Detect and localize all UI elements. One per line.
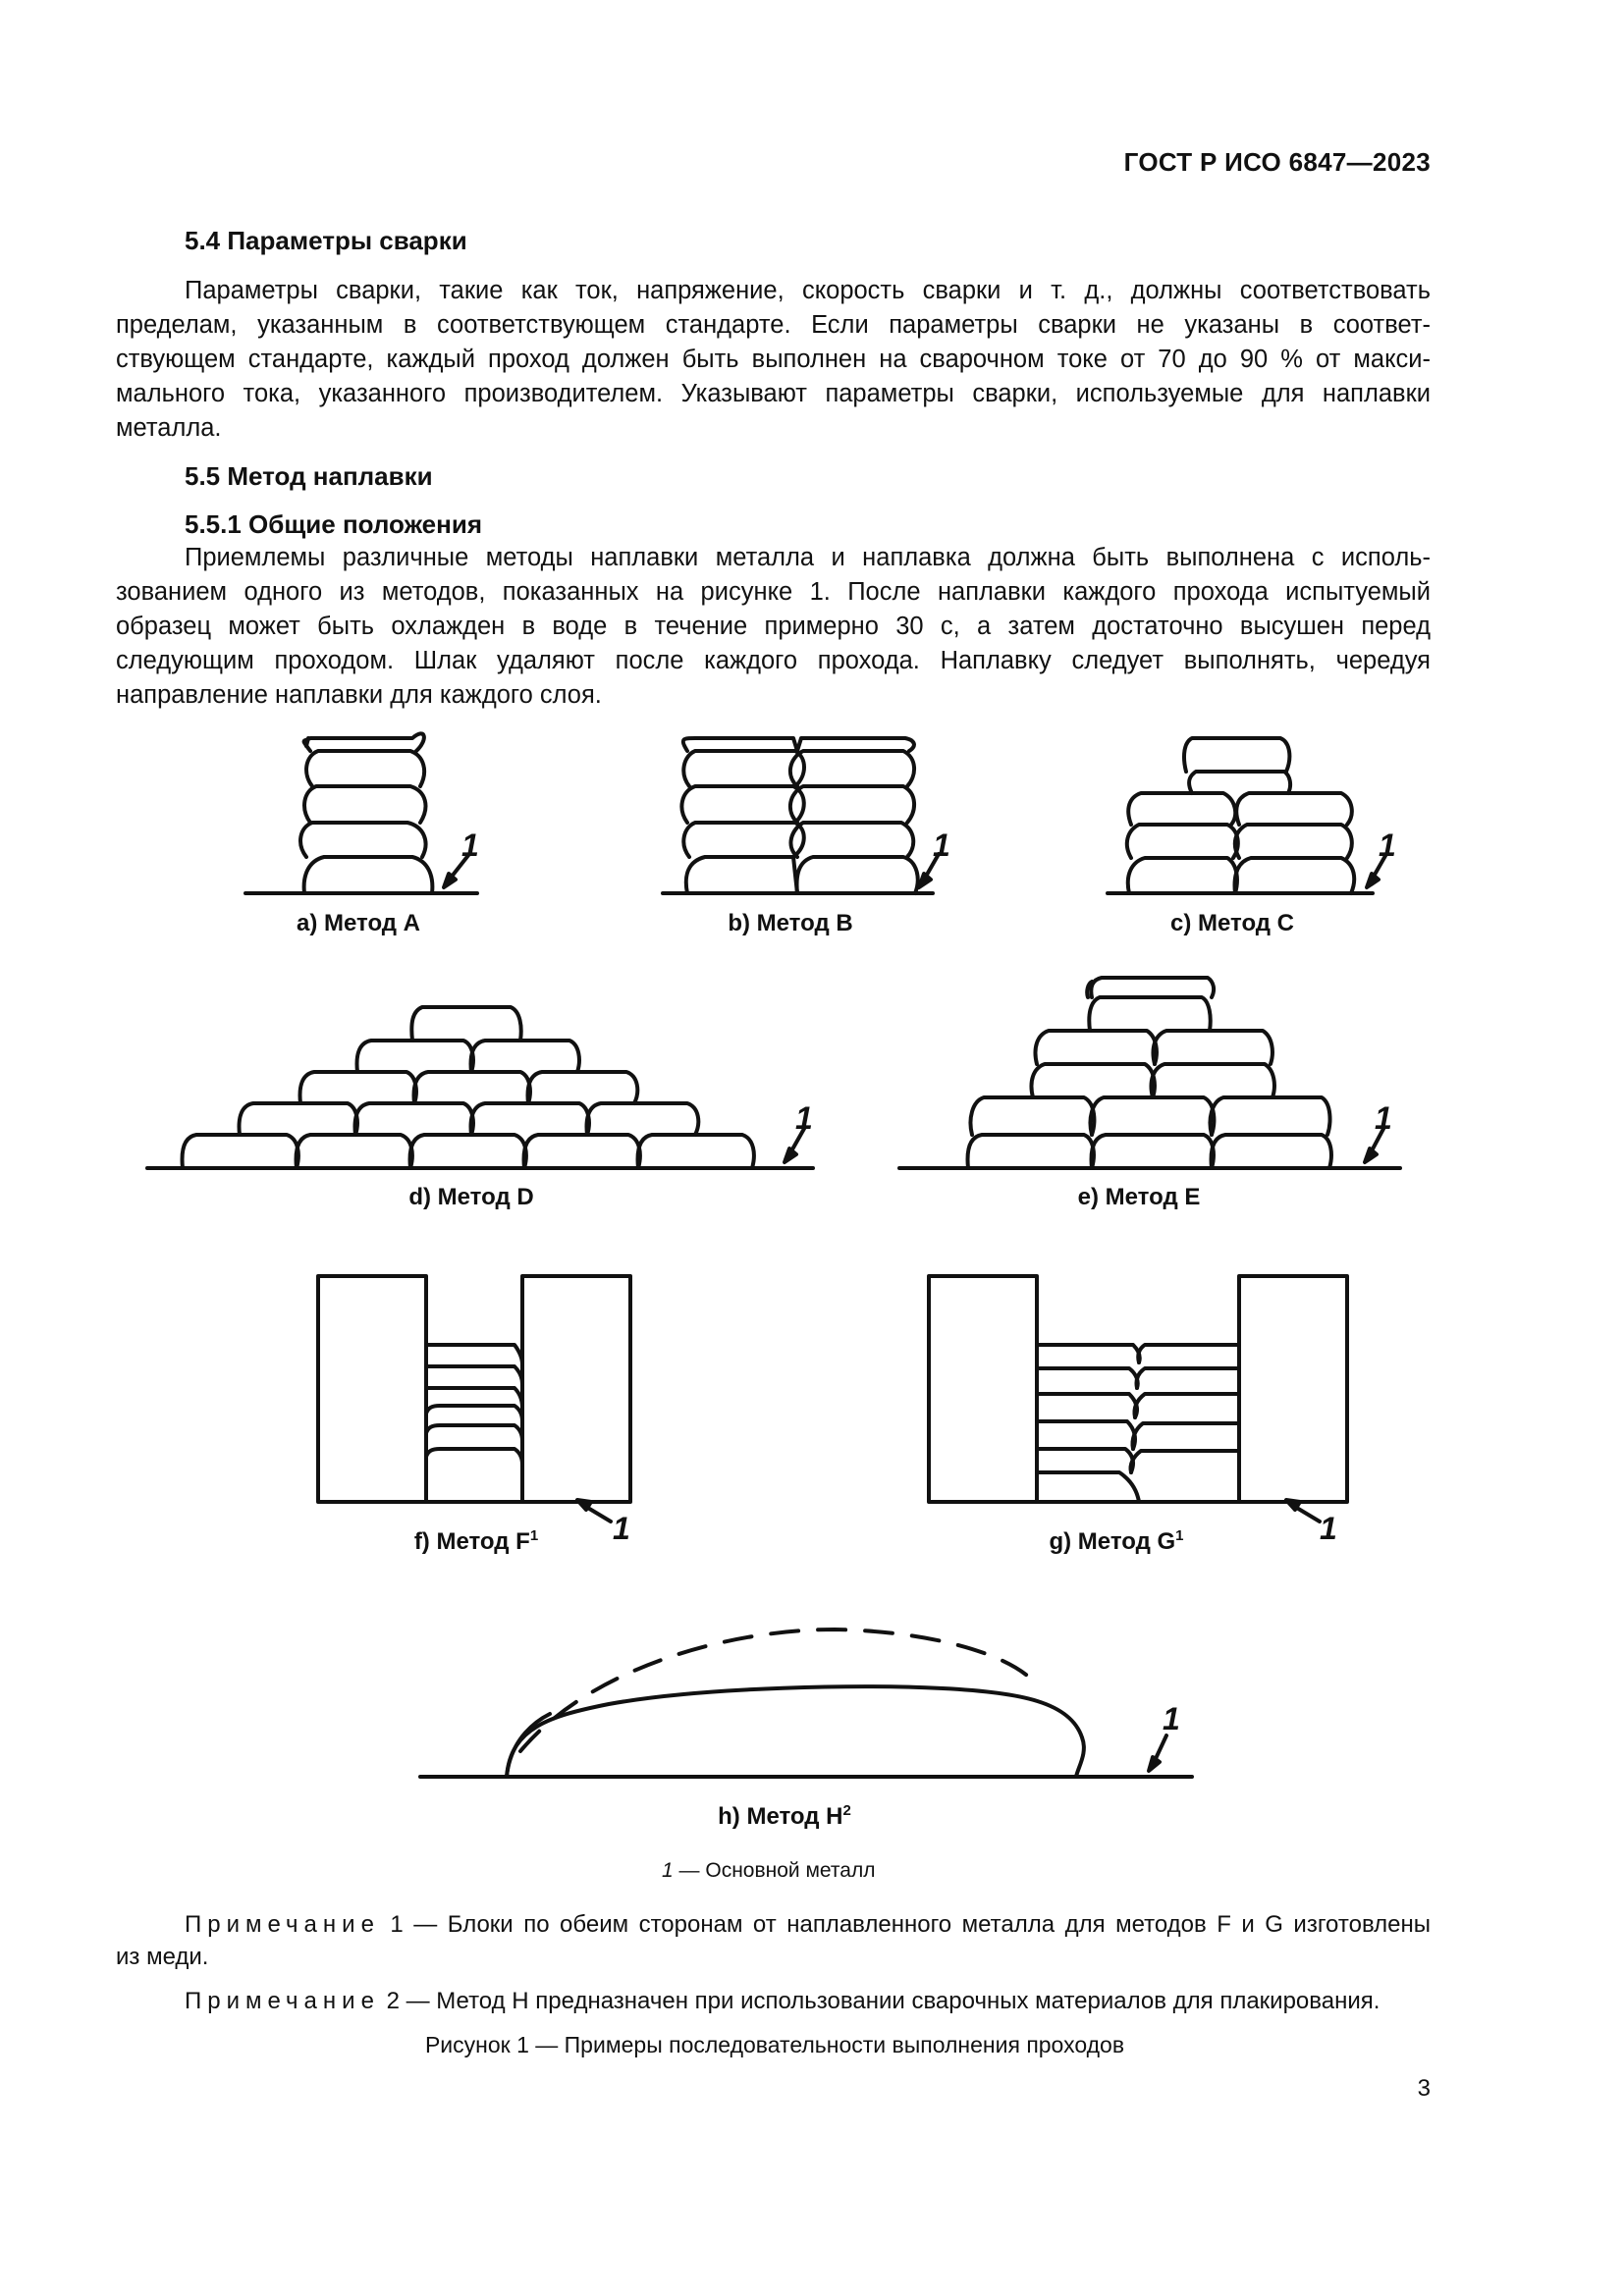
method-d-diagram bbox=[147, 1007, 813, 1168]
method-c-diagram bbox=[1108, 738, 1386, 893]
note-label: Примечание bbox=[185, 1988, 380, 2014]
note-2-text: 2 — Метод H предназначен при использовании сварочных материалов для плакирования. bbox=[379, 1988, 1380, 2014]
paragraph-line: металла. bbox=[116, 414, 222, 442]
caption-method-c: c) Метод C bbox=[1169, 910, 1295, 936]
section-5-5-heading: 5.5 Метод наплавки bbox=[185, 461, 433, 491]
callout-d: 1 bbox=[795, 1100, 813, 1136]
note-1-line bbox=[116, 1908, 1431, 1941]
caption-method-f-text: f) Метод F bbox=[413, 1528, 530, 1555]
callout-c: 1 bbox=[1379, 828, 1396, 863]
section-5-4-heading: 5.4 Параметры сварки bbox=[185, 226, 467, 255]
caption-method-e: e) Метод E bbox=[1077, 1184, 1201, 1210]
caption-method-a: a) Метод A bbox=[296, 910, 421, 936]
paragraph-line: образец может быть охлажден в воде в течение примерно 30 с, а затем достаточно высушен перед bbox=[116, 613, 1431, 640]
caption-method-b: b) Метод B bbox=[728, 910, 853, 936]
caption-method-f bbox=[373, 1527, 579, 1556]
page-number: 3 bbox=[1417, 2075, 1431, 2102]
footnote-ref-1: 1 bbox=[1175, 1527, 1184, 1544]
figure-title: Рисунок 1 — Примеры последовательности выполнения проходов bbox=[424, 2032, 1125, 2057]
method-g-diagram bbox=[929, 1276, 1347, 1522]
footnote-ref-2: 2 bbox=[842, 1802, 851, 1819]
method-e-diagram bbox=[899, 978, 1400, 1168]
paragraph-line: зованием одного из методов, показанных на рисунке 1. После наплавки каждого прохода испытуемый bbox=[116, 578, 1431, 606]
method-h-diagram bbox=[420, 1629, 1192, 1777]
section-5-5-1-heading: 5.5.1 Общие положения bbox=[185, 509, 482, 539]
note-label: Примечание bbox=[185, 1911, 380, 1938]
paragraph-line: ствующем стандарте, каждый проход должен быть выполнен на сварочном токе от 70 до 90 % от макси- bbox=[116, 346, 1431, 373]
document-header: ГОСТ Р ИСО 6847—2023 bbox=[1123, 147, 1431, 177]
caption-method-h bbox=[681, 1802, 888, 1831]
method-a-diagram bbox=[245, 733, 477, 893]
note-1-line: из меди. bbox=[116, 1944, 209, 1970]
footnote-ref-1: 1 bbox=[529, 1527, 539, 1544]
note-1-text: 1 — Блоки по обеим сторонам от наплавленного металла для методов F и G изготовлены bbox=[379, 1911, 1431, 1938]
paragraph-line: мального тока, указанного производителем. Указывают параметры сварки, используемые для наплавки bbox=[116, 380, 1431, 407]
callout-a: 1 bbox=[461, 828, 479, 863]
legend-number: 1 bbox=[662, 1859, 674, 1882]
legend-text: — Основной металл bbox=[673, 1859, 876, 1882]
method-b-diagram bbox=[663, 738, 939, 893]
callout-f: 1 bbox=[613, 1511, 630, 1546]
caption-method-d: d) Метод D bbox=[408, 1184, 534, 1210]
paragraph-line: Приемлемы различные методы наплавки металла и наплавка должна быть выполнена с исполь- bbox=[185, 544, 1431, 571]
figure-legend bbox=[662, 1859, 875, 1883]
note-2 bbox=[116, 1985, 1431, 2017]
paragraph-line: направление наплавки для каждого слоя. bbox=[116, 681, 602, 709]
callout-g: 1 bbox=[1320, 1511, 1337, 1546]
callout-h: 1 bbox=[1163, 1701, 1180, 1736]
note-2-line bbox=[116, 1985, 1431, 2017]
paragraph-line: следующим проходом. Шлак удаляют после каждого прохода. Наплавку следует выполнять, чередуя bbox=[116, 647, 1431, 674]
paragraph-line: Параметры сварки, такие как ток, напряжение, скорость сварки и т. д., должны соответствовать bbox=[185, 277, 1431, 304]
note-1 bbox=[116, 1908, 1431, 1973]
callout-e: 1 bbox=[1375, 1100, 1392, 1136]
callout-b: 1 bbox=[933, 828, 950, 863]
caption-method-g bbox=[1013, 1527, 1219, 1556]
caption-method-h-text: h) Метод H bbox=[718, 1803, 843, 1830]
caption-method-g-text: g) Метод G bbox=[1049, 1528, 1176, 1555]
method-f-diagram bbox=[318, 1276, 630, 1522]
paragraph-line: пределам, указанным в соответствующем стандарте. Если параметры сварки не указаны в соответ- bbox=[116, 311, 1431, 339]
